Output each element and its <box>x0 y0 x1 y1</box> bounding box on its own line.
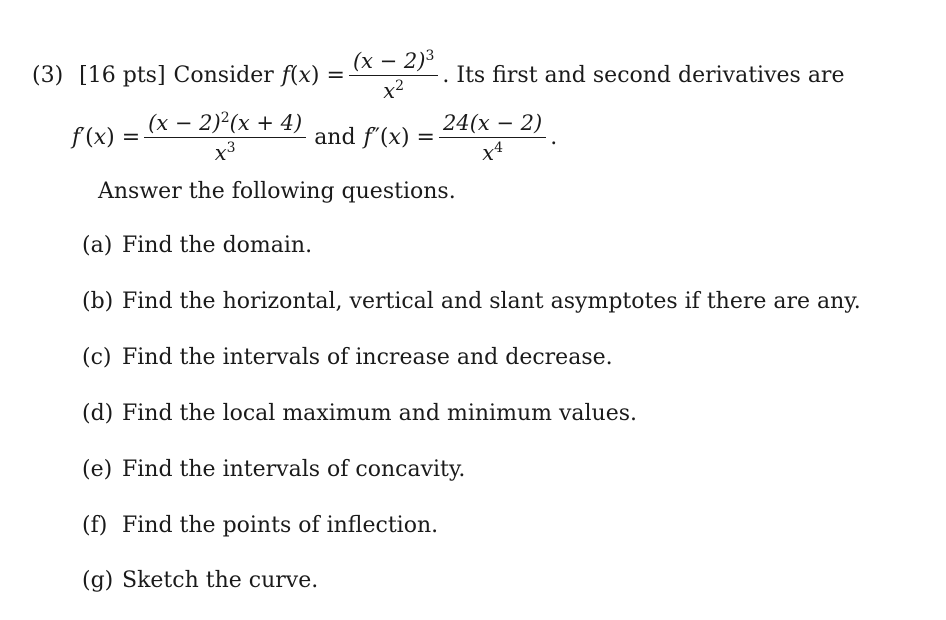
fprime-lhs: f′(x) = <box>72 125 141 150</box>
question-text: Find the local maximum and minimum values. <box>122 401 638 426</box>
question-text: Sketch the curve. <box>122 568 319 593</box>
consider-text: Consider <box>173 63 274 88</box>
fdoubleprime-fraction: $\frac{24(x - 2)}{x^4}$ <box>439 111 546 165</box>
fprime-fraction: $\frac{(x - 2)^2(x + 4)}{x^3}$ <box>144 111 306 165</box>
question-item <box>82 344 613 372</box>
question-text: Find the horizontal, vertical and slant asymptotes if there are any. <box>122 289 861 314</box>
and-text: and <box>314 125 356 150</box>
end-period: . <box>550 125 558 150</box>
question-item <box>82 567 318 595</box>
instructions-text: Answer the following questions. <box>98 179 456 204</box>
question-text: Find the intervals of concavity. <box>122 457 466 482</box>
fdoubleprime-lhs: f″(x) = <box>363 125 435 150</box>
question-item <box>82 456 465 484</box>
question-item <box>82 232 312 260</box>
question-item <box>82 288 861 316</box>
f-denominator: x <box>383 79 396 103</box>
question-label: (a) <box>82 233 113 258</box>
question-label: (f) <box>82 513 108 538</box>
question-text: Find the domain. <box>122 233 313 258</box>
question-item <box>82 400 637 428</box>
question-text: Find the intervals of increase and decrease. <box>122 345 613 370</box>
problem-number: (3) <box>32 63 64 88</box>
problem-statement-line <box>32 46 844 106</box>
question-label: (g) <box>82 568 114 593</box>
problem-points: [16 pts] <box>79 63 166 88</box>
question-label: (e) <box>82 457 113 482</box>
derivatives-line <box>72 108 557 168</box>
derivatives-intro-text: . Its first and second derivatives are <box>442 63 845 88</box>
question-label: (b) <box>82 289 114 314</box>
f-definition-lhs: f(x) = <box>281 63 345 88</box>
question-label: (d) <box>82 401 114 426</box>
question-label: (c) <box>82 345 112 370</box>
f-fraction: $\frac{(x - 2)^3}{x^2}$ <box>349 49 438 103</box>
question-text: Find the points of inflection. <box>122 513 439 538</box>
f-numerator: (x − 2) <box>352 49 426 73</box>
question-item <box>82 512 438 540</box>
